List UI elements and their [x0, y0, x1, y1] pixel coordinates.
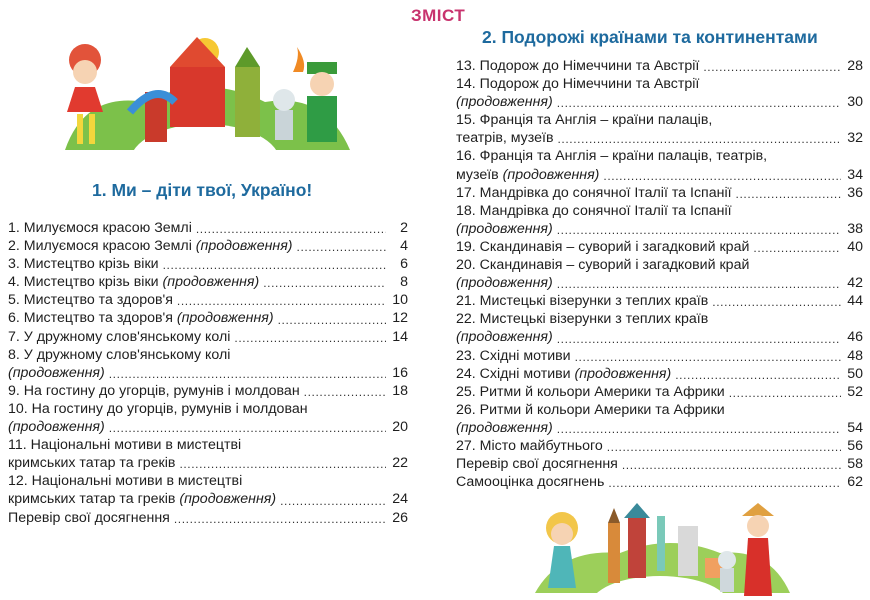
page-number: 16 — [392, 364, 408, 381]
page-number: 20 — [392, 419, 408, 436]
toc-entry-title — [8, 309, 274, 327]
toc-entry — [8, 309, 408, 327]
toc-entry — [456, 365, 863, 383]
toc-entry-title — [456, 419, 553, 437]
continuation-label: (продовження) — [456, 220, 553, 237]
dot-leader — [575, 350, 841, 365]
toc-entry-title — [456, 437, 603, 455]
page-number: 46 — [847, 329, 863, 346]
toc-entry — [456, 401, 863, 437]
toc-entry — [8, 328, 408, 346]
toc-entry — [456, 57, 863, 75]
continuation-label: (продовження) — [195, 238, 293, 255]
dot-leader — [603, 169, 841, 184]
toc-entry-title — [456, 473, 604, 491]
dot-leader — [179, 457, 386, 472]
dot-leader — [278, 313, 386, 328]
page-number: 44 — [847, 293, 863, 310]
toc-entry-text: кримських татар та греків — [8, 455, 176, 472]
toc-entry-text: 3. Мистецтво крізь віки — [8, 256, 159, 273]
page-number: 50 — [847, 365, 863, 382]
continuation-label: (продовження) — [502, 166, 600, 183]
toc-entry-title — [456, 166, 599, 184]
page-number: 36 — [847, 184, 863, 201]
toc-entry — [8, 255, 408, 273]
page-number: 42 — [847, 275, 863, 292]
toc-entry-text: 2. Милуємося красою Землі — [8, 238, 196, 255]
page-number: 54 — [847, 419, 863, 436]
toc-entry-title-line1: 18. Мандрівка до сонячної Італії та Іспанії — [456, 202, 732, 219]
toc-section-1 — [8, 219, 408, 527]
dot-leader — [557, 277, 841, 292]
page-number: 10 — [392, 292, 408, 309]
page-number: 6 — [400, 256, 408, 273]
toc-entry — [8, 346, 408, 382]
toc-entry-title-line1: 12. Національні мотиви в мистецтві — [8, 473, 243, 490]
toc-entry-text: 9. На гостину до угорців, румунів і молдован — [8, 382, 300, 399]
dot-leader — [557, 96, 841, 111]
continuation-label: (продовження) — [456, 419, 553, 436]
page-number: 8 — [400, 274, 408, 291]
page-number: 28 — [847, 58, 863, 74]
toc-entry-title — [8, 291, 173, 309]
toc-entry-title — [456, 274, 553, 292]
toc-entry-title-line1: 16. Франція та Англія – країни палаців, театрів, — [456, 148, 768, 165]
section-2-title: 2. Подорожі країнами та континентами — [482, 27, 818, 47]
toc-entry — [456, 473, 863, 491]
dot-leader — [177, 294, 386, 309]
continuation-label: (продовження) — [456, 275, 553, 292]
continuation-label: (продовження) — [176, 310, 274, 327]
toc-entry-text: 4. Мистецтво крізь віки — [8, 274, 163, 291]
toc-entry-title — [456, 292, 708, 310]
toc-entry-title — [8, 219, 192, 237]
continuation-label: (продовження) — [179, 491, 277, 508]
toc-entry-title — [8, 364, 105, 382]
continuation-label: (продовження) — [162, 274, 260, 291]
dot-leader — [608, 476, 841, 491]
page-number: 32 — [847, 130, 863, 147]
toc-entry — [456, 75, 863, 111]
toc-entry-title — [456, 383, 725, 401]
toc-entry-title-line1: 11. Національні мотиви в мистецтві — [8, 437, 242, 454]
toc-entry-title — [456, 455, 618, 473]
dot-leader — [736, 187, 841, 202]
toc-entry-text: музеїв — [456, 166, 503, 183]
toc-entry-text: Перевір свої досягнення — [456, 456, 618, 473]
page-number: 24 — [392, 491, 408, 508]
toc-entry-title — [8, 418, 105, 436]
dot-leader — [163, 258, 386, 273]
toc-entry — [456, 383, 863, 401]
toc-entry-title — [456, 220, 553, 238]
dot-leader — [753, 241, 841, 256]
toc-entry-text: 24. Східні мотиви — [456, 365, 575, 382]
page-number: 4 — [400, 238, 408, 255]
toc-entry-text: Перевір свої досягнення — [8, 509, 170, 526]
toc-entry-text: 1. Милуємося красою Землі — [8, 220, 192, 236]
page-number: 2 — [400, 220, 408, 236]
toc-entry-title — [8, 328, 230, 346]
toc-entry-text: Самооцінка досягнень — [456, 474, 605, 491]
toc-entry-title — [8, 490, 276, 508]
dot-leader — [729, 386, 841, 401]
toc-entry-title-line1: 20. Скандинавія – суворий і загадковий край — [456, 257, 750, 274]
page-number: 56 — [847, 437, 863, 454]
toc-entry — [8, 509, 408, 527]
dot-leader — [712, 295, 841, 310]
toc-entry-title-line1: 22. Мистецькі візерунки з теплих країв — [456, 311, 709, 328]
toc-entry-text: 23. Східні мотиви — [456, 347, 571, 364]
dot-leader — [109, 367, 386, 382]
page-number: 62 — [847, 474, 863, 491]
toc-entry — [8, 219, 408, 237]
toc-entry — [456, 147, 863, 183]
toc-entry-text: 7. У дружному слов'янському колі — [8, 328, 231, 345]
toc-entry — [456, 256, 863, 292]
dot-leader — [557, 422, 841, 437]
toc-entry — [8, 237, 408, 255]
page-number: 34 — [847, 166, 863, 183]
continuation-label: (продовження) — [456, 329, 553, 346]
toc-entry — [456, 437, 863, 455]
page-number: 18 — [392, 382, 408, 399]
toc-entry-title — [456, 184, 732, 202]
toc-entry-title — [456, 365, 671, 383]
toc-entry-title — [456, 129, 554, 147]
dot-leader — [304, 385, 386, 400]
toc-entry-text: 5. Мистецтво та здоров'я — [8, 292, 173, 309]
page-number: 40 — [847, 238, 863, 255]
continuation-label: (продовження) — [456, 94, 553, 111]
page-title: ЗМІСТ — [411, 6, 466, 25]
page-number: 22 — [392, 455, 408, 472]
toc-entry-title-line1: 10. На гостину до угорців, румунів і молдован — [8, 400, 308, 417]
toc-entry-title — [8, 255, 159, 273]
toc-entry-title — [456, 57, 699, 75]
toc-section-2 — [456, 57, 863, 491]
continuation-label: (продовження) — [574, 365, 672, 382]
page-number: 30 — [847, 94, 863, 111]
toc-entry — [456, 184, 863, 202]
toc-entry — [8, 472, 408, 508]
toc-entry — [8, 382, 408, 400]
page-number: 38 — [847, 220, 863, 237]
children-world-landmarks-illustration — [520, 498, 800, 600]
toc-entry — [456, 347, 863, 365]
dot-leader — [675, 368, 841, 383]
continuation-label: (продовження) — [8, 364, 105, 381]
continuation-label: (продовження) — [8, 419, 105, 436]
toc-entry-text: 6. Мистецтво та здоров'я — [8, 310, 177, 327]
toc-entry-title — [8, 509, 170, 527]
toc-entry-title — [456, 328, 553, 346]
toc-entry-title-line1: 26. Ритми й кольори Америки та Африки — [456, 401, 725, 418]
toc-entry — [456, 202, 863, 238]
section-1-title: 1. Ми – діти твої, Україно! — [92, 180, 313, 200]
page-number: 52 — [847, 383, 863, 400]
toc-entry — [456, 111, 863, 147]
toc-entry-title — [456, 93, 553, 111]
toc-entry-title — [8, 382, 300, 400]
toc-entry — [8, 436, 408, 472]
toc-entry-text: 25. Ритми й кольори Америки та Африки — [456, 383, 725, 400]
dot-leader — [109, 421, 386, 436]
dot-leader — [557, 223, 841, 238]
toc-entry — [456, 310, 863, 346]
toc-entry-text: 17. Мандрівка до сонячної Італії та Іспанії — [456, 184, 732, 201]
dot-leader — [174, 512, 386, 527]
toc-entry-title-line1: 14. Подорож до Німеччини та Австрії — [456, 76, 700, 93]
toc-entry-title-line1: 8. У дружному слов'янському колі — [8, 346, 231, 363]
toc-entry-title — [8, 273, 259, 291]
children-ukraine-landmarks-illustration — [45, 32, 365, 160]
page-number: 58 — [847, 456, 863, 473]
dot-leader — [558, 132, 842, 147]
dot-leader — [557, 332, 841, 347]
toc-entry-title — [456, 238, 749, 256]
page-number: 26 — [392, 509, 408, 526]
toc-entry-text: театрів, музеїв — [456, 130, 554, 147]
page-number: 48 — [847, 347, 863, 364]
toc-entry — [8, 400, 408, 436]
dot-leader — [703, 60, 841, 75]
toc-entry — [8, 291, 408, 309]
page-number: 12 — [392, 310, 408, 327]
dot-leader — [297, 240, 386, 255]
dot-leader — [263, 276, 386, 291]
dot-leader — [196, 222, 386, 237]
dot-leader — [234, 331, 386, 346]
toc-entry — [456, 292, 863, 310]
toc-entry-title-line1: 15. Франція та Англія – країни палаців, — [456, 112, 713, 129]
toc-entry-title — [456, 347, 571, 365]
toc-entry-text: 19. Скандинавія – суворий і загадковий край — [456, 238, 750, 255]
toc-entry — [456, 455, 863, 473]
toc-entry-text: 21. Мистецькі візерунки з теплих країв — [456, 293, 709, 310]
toc-entry — [456, 238, 863, 256]
toc-entry — [8, 273, 408, 291]
toc-entry-title — [8, 237, 293, 255]
toc-entry-text: кримських татар та греків — [8, 491, 180, 508]
toc-entry-title — [8, 454, 175, 472]
dot-leader — [607, 440, 841, 455]
dot-leader — [622, 458, 841, 473]
toc-entry-text: 27. Місто майбутнього — [456, 437, 603, 454]
page-number: 14 — [392, 328, 408, 345]
dot-leader — [280, 494, 386, 509]
toc-entry-text: 13. Подорож до Німеччини та Австрії — [456, 58, 700, 74]
